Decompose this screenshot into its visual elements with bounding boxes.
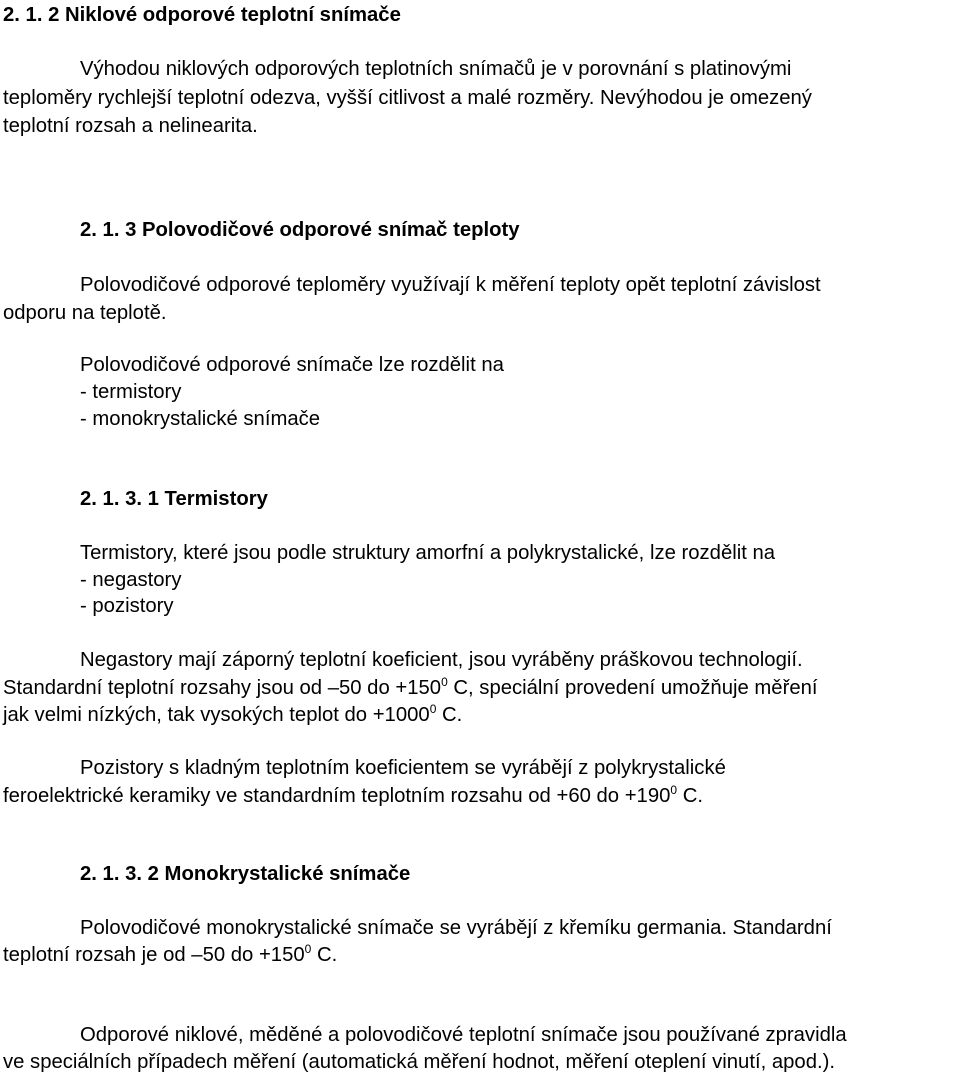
list-item-pozistory: - pozistory	[80, 595, 174, 617]
paragraph-line: Odporové niklové, měděné a polovodičové teplotní snímače jsou používané zpravidla	[80, 1024, 847, 1046]
paragraph-line: jak velmi nízkých, tak vysokých teplot do $+1000^0$ C.	[3, 702, 463, 726]
list-item-termistory: - termistory	[80, 381, 182, 403]
section-heading-2-1-2: 2. 1. 2 Niklové odporové teplotní snímače	[3, 4, 401, 26]
paragraph-line: Termistory, které jsou podle struktury amorfní a polykrystalické, lze rozdělit na	[80, 542, 776, 564]
section-heading-2-1-3: 2. 1. 3 Polovodičové odporové snímač teploty	[80, 219, 520, 241]
superscript: 0	[441, 675, 448, 689]
section-heading-2-1-3-1: 2. 1. 3. 1 Termistory	[80, 488, 268, 510]
superscript: 0	[670, 783, 678, 797]
paragraph-line: teplotní rozsah je od –50 do $+150^0$ C.	[3, 942, 338, 966]
paragraph-line: Polovodičové monokrystalické snímače se vyrábějí z křemíku germania. Standardní	[80, 917, 832, 939]
paragraph-line: Výhodou niklových odporových teplotních snímačů je v porovnání s platinovými	[80, 58, 792, 80]
paragraph-line: Negastory mají záporný teplotní koeficient, jsou vyráběny práškovou technologií.	[80, 649, 803, 671]
paragraph-line: odporu na teplotě.	[3, 302, 167, 324]
list-item-monokrystalicke: - monokrystalické snímače	[80, 408, 321, 430]
superscript: 0	[304, 942, 312, 956]
list-item-negastory: - negastory	[80, 569, 182, 591]
paragraph-line: feroelektrické keramiky ve standardním teplotním rozsahu od +60 do $+190^0$ C.	[3, 783, 703, 807]
paragraph-line: teplotní rozsah a nelinearita.	[3, 115, 258, 137]
paragraph-line: Pozistory s kladným teplotním koeficientem se vyrábějí z polykrystalické	[80, 757, 726, 779]
paragraph-line: Polovodičové odporové snímače lze rozdělit na	[80, 354, 504, 376]
paragraph-line: Polovodičové odporové teploměry využívají k měření teploty opět teplotní závislost	[80, 274, 821, 296]
superscript: 0	[429, 702, 437, 716]
paragraph-line: teploměry rychlejší teplotní odezva, vyšší citlivost a malé rozměry. Nevýhodou je omezený	[3, 87, 812, 109]
paragraph-line: Standardní teplotní rozsahy jsou od –50 do $+150^0$ C, speciální provedení umožňuje měření	[3, 675, 818, 699]
paragraph-line: ve speciálních případech měření (automatická měření hodnot, měření oteplení vinutí, apod.).	[3, 1051, 835, 1073]
section-heading-2-1-3-2: 2. 1. 3. 2 Monokrystalické snímače	[80, 863, 411, 885]
